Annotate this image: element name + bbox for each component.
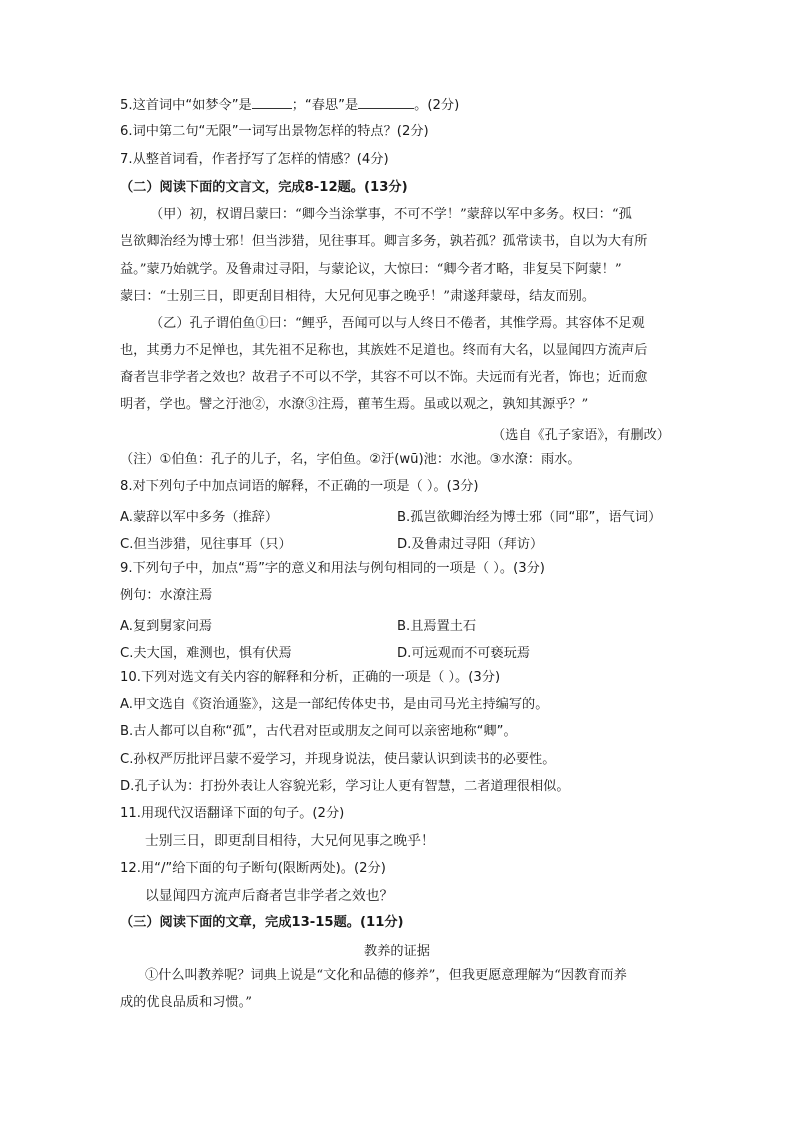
passage-yi-line: 裔者岂非学者之效也？故君子不可以不学，其容不可以不饰。夫远而有光者，饰也；近而愈 — [120, 370, 648, 385]
section-3-heading: （三）阅读下面的文章，完成13-15题。(11分) — [120, 915, 404, 930]
passage-yi-line: 明者，学也。譬之汙池②，水潦③注焉，雚苇生焉。虽或以观之，孰知其源乎？” — [120, 397, 589, 412]
q10-option-d[interactable]: D.孔子认为：打扮外表让人容貌光彩，学习让人更有智慧，二者道理很相似。 — [120, 779, 570, 794]
passage-jia-line: 益。”蒙乃始就学。及鲁肃过寻阳，与蒙论议，大惊曰：“卿今者才略，非复吴下阿蒙！” — [120, 262, 622, 277]
q11-sentence: 士别三日，即更刮目相待，大兄何见事之晚乎！ — [145, 833, 435, 849]
question-10-stem: 10.下列对选文有关内容的解释和分析，正确的一项是（ ）。(3分) — [120, 670, 501, 685]
question-8-stem: 8.对下列句子中加点词语的解释，不正确的一项是（ ）。(3分) — [120, 479, 479, 494]
answer-blank[interactable] — [252, 96, 292, 109]
q8-option-c[interactable]: C.但当涉猎，见往事耳（只） — [120, 537, 292, 552]
q8-option-d[interactable]: D.及鲁肃过寻阳（拜访） — [397, 537, 544, 552]
q10-option-c[interactable]: C.孙权严厉批评吕蒙不爱学习，并现身说法，使吕蒙认识到读书的必要性。 — [120, 752, 556, 767]
passage-jia-line: 蒙曰：“士别三日，即更刮目相待，大兄何见事之晚乎！”肃遂拜蒙母，结友而别。 — [120, 289, 596, 304]
q5-middle: ；“春思”是 — [291, 98, 359, 113]
q9-option-a[interactable]: A.复到舅家问焉 — [120, 619, 213, 634]
essay-paragraph-line: 成的优良品质和习惯。” — [120, 995, 253, 1010]
q5-suffix: 。(2分) — [414, 98, 460, 113]
passage-yi-line: （乙）孔子谓伯鱼①曰：“鲤乎，吾闻可以与人终日不倦者，其惟学焉。其容体不足观 — [150, 316, 645, 331]
passage-jia-line: 岂欲卿治经为博士邪！但当涉猎，见往事耳。卿言多务，孰若孤？孤常读书，自以为大有所 — [120, 234, 648, 249]
q10-option-a[interactable]: A.甲文选自《资治通鉴》，这是一部纪传体史书，是由司马光主持编写的。 — [120, 697, 549, 712]
q12-sentence: 以显闻四方流声后裔者岂非学者之效也？ — [145, 888, 394, 904]
q9-option-c[interactable]: C.夫大国，难测也，惧有伏焉 — [120, 646, 292, 661]
passage-jia-line: （甲）初，权谓吕蒙曰：“卿今当涂掌事，不可不学！”蒙辞以军中多务。权曰：“孤 — [150, 207, 632, 222]
question-9-stem: 9.下列句子中，加点“焉”字的意义和用法与例句相同的一项是（ ）。(3分) — [120, 561, 545, 576]
question-11-stem: 11.用现代汉语翻译下面的句子。(2分) — [120, 806, 345, 821]
essay-paragraph-line: ①什么叫教养呢？词典上说是“文化和品德的修养”，但我更愿意理解为“因教育而养 — [145, 968, 627, 983]
source-citation: （选自《孔子家语》，有删改） — [491, 428, 670, 443]
q8-option-b[interactable]: B.孤岂欲卿治经为博士邪（同“耶”，语气词） — [397, 510, 662, 525]
q9-example: 例句：水潦注焉 — [120, 588, 213, 603]
section-2-heading: （二）阅读下面的文言文，完成8-12题。(13分) — [120, 180, 408, 195]
question-6: 6.词中第二句“无限”一词写出景物怎样的特点？(2分) — [120, 124, 429, 139]
q10-option-b[interactable]: B.古人都可以自称“孤”，古代君对臣或朋友之间可以亲密地称“卿”。 — [120, 724, 517, 739]
passage-yi-line: 也，其勇力不足惮也，其先祖不足称也，其族姓不足道也。终而有大名，以显闻四方流声后 — [120, 343, 648, 358]
question-7: 7.从整首词看，作者抒写了怎样的情感？(4分) — [120, 152, 389, 167]
answer-blank[interactable] — [358, 96, 414, 109]
q5-prefix: 5.这首词中“如梦令”是 — [120, 98, 252, 113]
q9-option-d[interactable]: D.可远观而不可亵玩焉 — [397, 646, 531, 661]
question-5 — [120, 96, 459, 115]
question-12-stem: 12.用“/”给下面的句子断句(限断两处)。(2分) — [120, 861, 386, 876]
essay-title: 教养的证据 — [364, 944, 430, 959]
q9-option-b[interactable]: B.且焉置土石 — [397, 619, 477, 634]
q8-option-a[interactable]: A.蒙辞以军中多务（推辞） — [120, 510, 279, 525]
annotation-note: （注）①伯鱼：孔子的儿子，名，字伯鱼。②汙(wū)池：水池。③水潦：雨水。 — [120, 452, 581, 467]
